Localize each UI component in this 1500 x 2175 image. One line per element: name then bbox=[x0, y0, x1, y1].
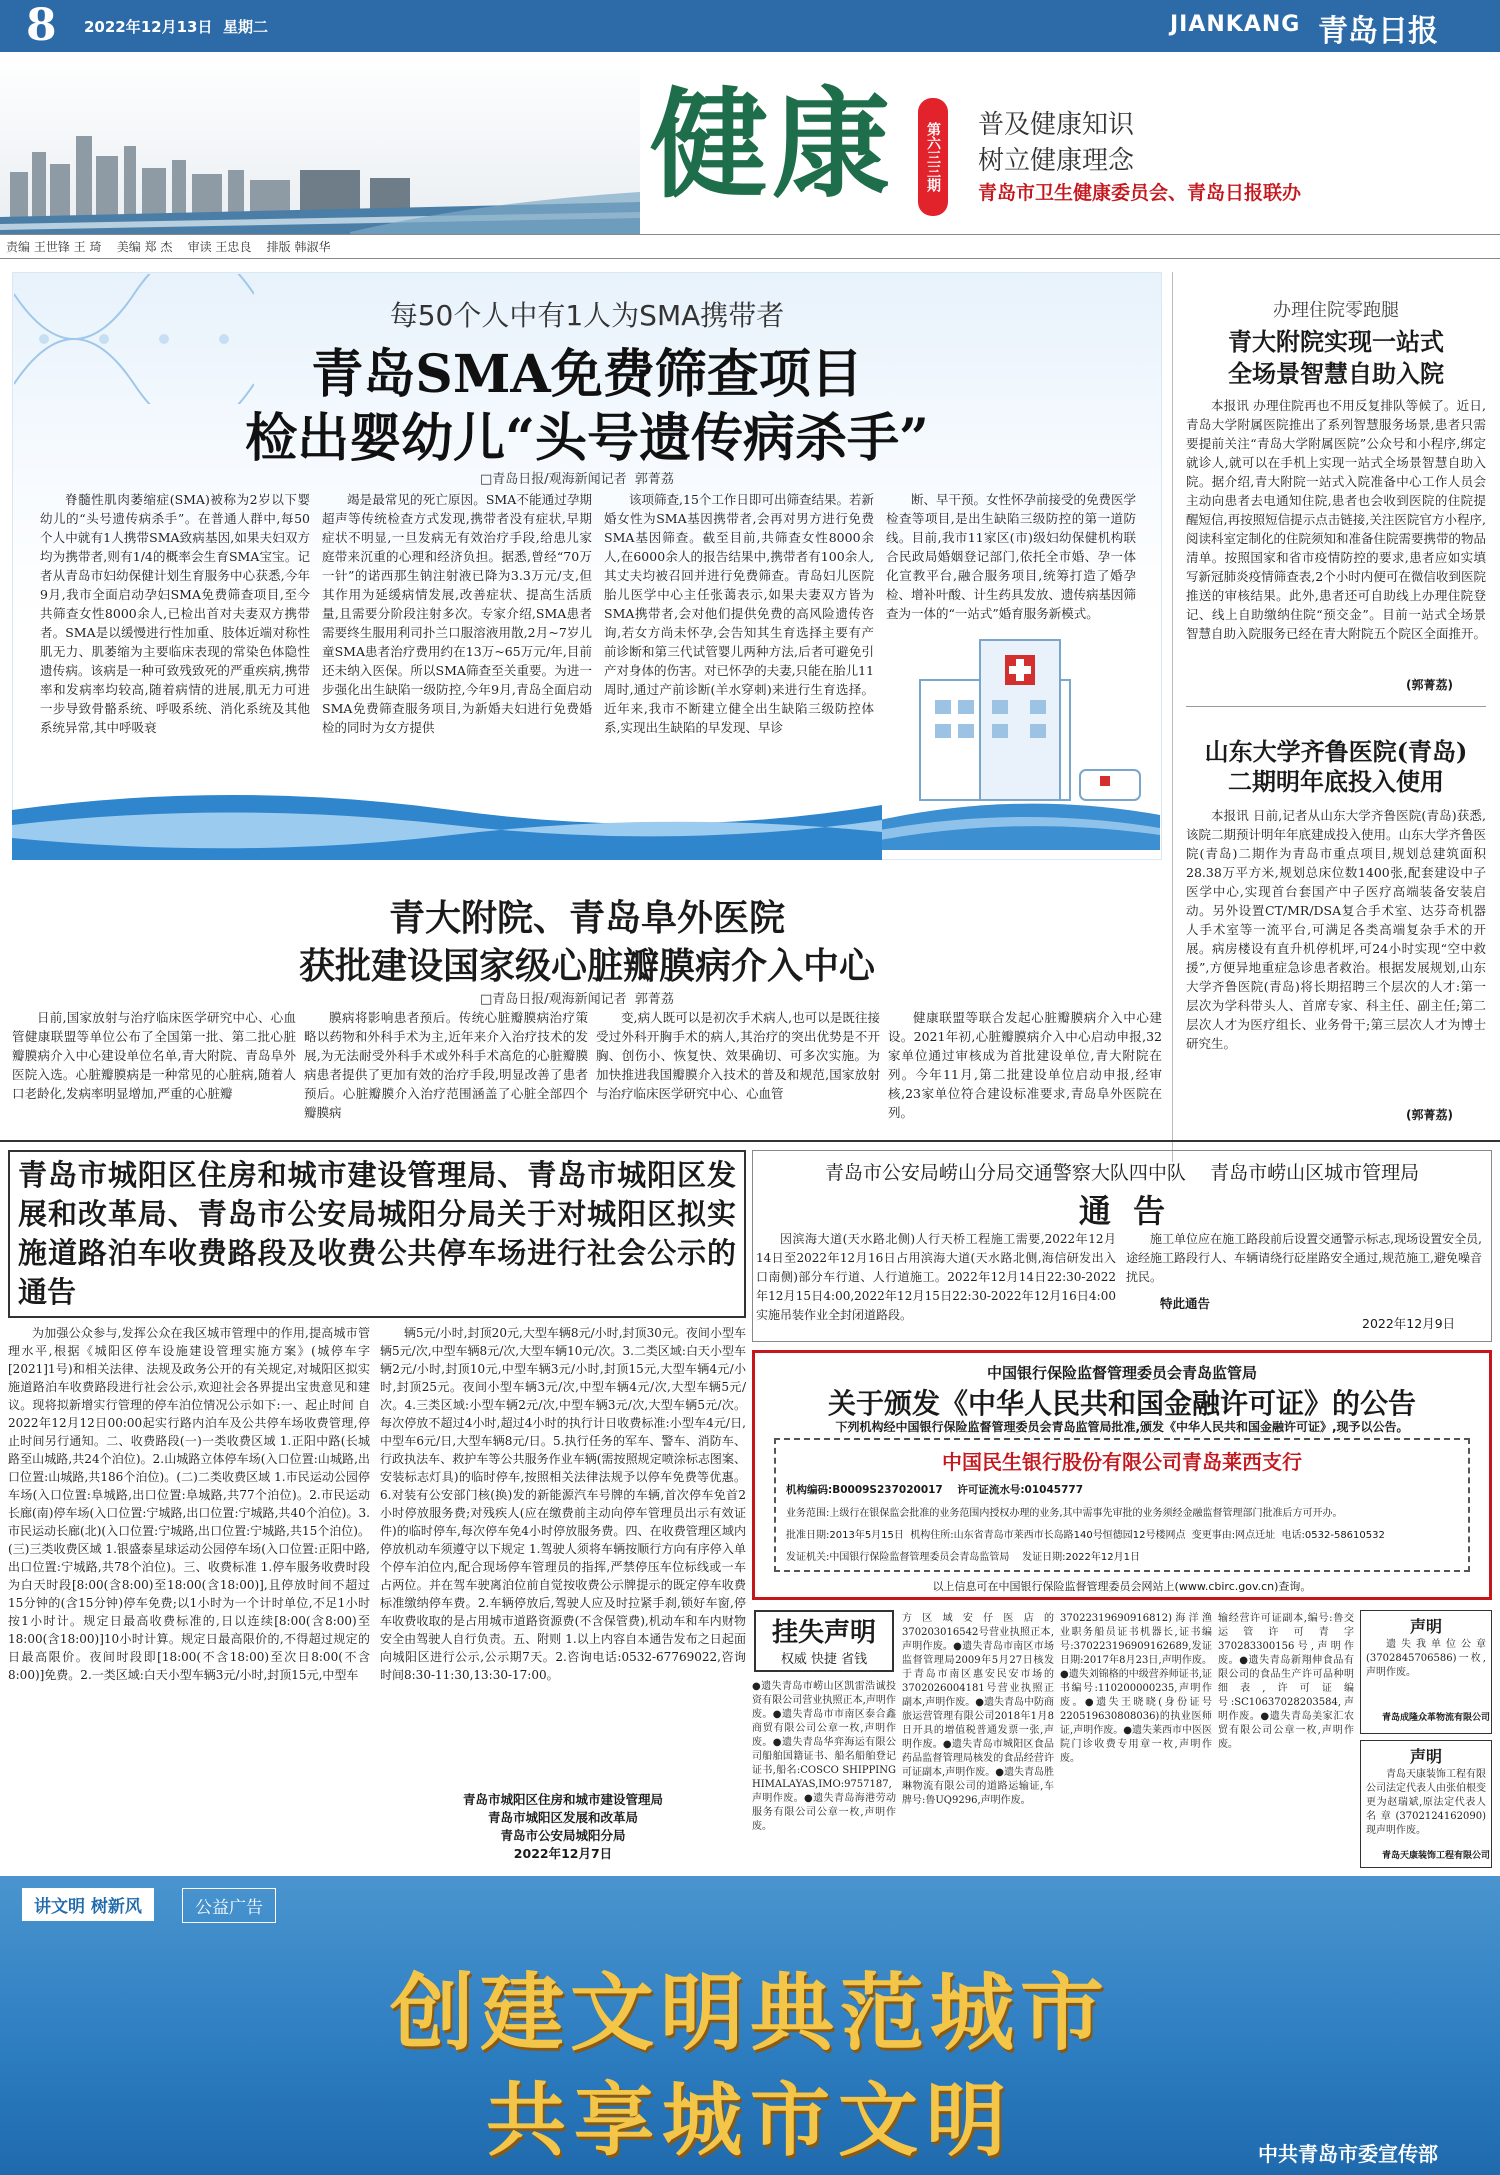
page-number: 8 bbox=[26, 0, 57, 51]
ads-rule bbox=[0, 1140, 1500, 1142]
notice2-issuer: 青岛市公安局崂山分局交通警察大队四中队 青岛市崂山区城市管理局 bbox=[824, 1162, 1420, 1184]
lost-column-2: 方区域安仔医店的370203016542号营业执照正本,声明作废。●遗失青岛市南区市场监督管理局2009年5月27日核发于青岛市南区惠安民安市场的3702026004181号营业执照正副本,声明作废。●遗失青岛中防商旅运营管理有限公司2018年1月8日开具的增值税普通发票一张,声明作废。●遗失青岛市城阳区食品药品监督管理局核发的食品经营许可证副本,声明作废。●遗失青岛胜琳物流有限公司的道路运输证,车牌号:鲁UQ9296,声明作废。 bbox=[902, 1613, 1054, 1806]
notice2-column-1: 因滨海大道(天水路北侧)人行天桥工程施工需要,2022年12月14日至2022年12月16日占用滨海大道(天水路北侧,海信研发出入口南侧)部分车行道、人行道施工。2022年12月14日22:30-2022年12月15日4:00,2022年12月15日22:30-2022年12月16日4:00实施吊装作业全封闭道路段。 bbox=[756, 1232, 1116, 1322]
notice1-signatory-3: 青岛市公安局城阳分局 bbox=[500, 1828, 626, 1843]
credits-rule-bottom bbox=[0, 258, 1500, 259]
finance-footer: 以上信息可在中国银行保险监督管理委员会网站上(www.cbirc.gov.cn)查询。 bbox=[932, 1580, 1312, 1593]
notice1-signatory-1: 青岛市城阳区住房和城市建设管理局 bbox=[462, 1792, 663, 1807]
heart-headline-2: 获批建设国家级心脏瓣膜病介入中心 bbox=[298, 945, 875, 987]
declaration-1-title: 声明 bbox=[1409, 1617, 1442, 1636]
ad-tag-1: 讲文明 树新风 bbox=[22, 1888, 154, 1921]
lost-notice-subtitle: 权威 快捷 省钱 bbox=[780, 1652, 868, 1667]
notice2-date: 2022年12月9日 bbox=[1362, 1316, 1456, 1331]
side2-headline-1: 山东大学齐鲁医院(青岛) bbox=[1204, 737, 1468, 766]
slogan-line-1: 普及健康知识 bbox=[978, 110, 1135, 140]
declaration-1-text: 遗失我单位公章(3702845706586)一枚,声明作废。 bbox=[1366, 1639, 1486, 1678]
sma-column-2: 竭是最常见的死亡原因。SMA不能通过孕期超声等传统检查方式发现,携带者没有症状,早期症状不明显,一旦发病无有效治疗手段,给患儿家庭带来沉重的心理和经济负担。据悉,曾经“70万一针”的诺西那生钠注射液已降为3.3万元/支,但其作用为延缓病情发展,改善症状、提高生活质量,且需要分阶段注射多次。专家介绍,SMA患者需要终生服用利司扑兰口服溶液用散,2月~7岁儿童SMA患者治疗费用约在13万~65万元/年,目前还未纳入医保。所以SMA筛查至关重要。为进一步强化出生缺陷一级防控,今年9月,青岛全面启动SMA免费筛查服务项目,为新婚夫妇进行免费婚检的同时为女方提供 bbox=[322, 492, 592, 735]
credits-rule-top bbox=[0, 234, 1500, 235]
editor-credits: 责编 王世锋 王 琦 美编 郑 杰 审读 王忠良 排版 韩淑华 bbox=[6, 240, 331, 254]
side2-signature: (郭菁荔) bbox=[1406, 1108, 1453, 1122]
sma-column-3: 该项筛查,15个工作日即可出筛查结果。若新婚女性为SMA基因携带者,会再对男方进行免费SMA基因筛查。截至目前,共筛查女性8000余人,在6000余人的报告结果中,携带者有100余人,其丈夫均被召回并进行免费筛查。青岛妇儿医院胎儿医学中心主任张蔼表示,如果夫妻双方皆为SMA携带者,会对他们提供免费的高风险遗传咨询,若女方尚未怀孕,会告知其生育选择主要有产前诊断和第三代试管婴儿两种方法,后者可避免引产对身体的伤害。对已怀孕的夫妻,只能在胎儿11周时,通过产前诊断(羊水穿刺)来进行生育选择。近年来,我市不断建立健全出生缺陷三级防控体系,实现出生缺陷的早发现、早诊 bbox=[604, 492, 874, 735]
finance-issuer: 中国银行保险监督管理委员会青岛监管局 bbox=[986, 1364, 1257, 1382]
section-name-en: JIANKANG bbox=[1170, 12, 1301, 37]
issue-number-badge: 第六三三期 bbox=[918, 98, 948, 216]
finance-title: 关于颁发《中华人民共和国金融许可证》的公告 bbox=[827, 1387, 1416, 1420]
finance-line-4: 发证机关:中国银行保险监督管理委员会青岛监管局 发证日期:2022年12月1日 bbox=[786, 1552, 1140, 1563]
notice2-closing: 特此通告 bbox=[1160, 1296, 1211, 1311]
declaration-1-sign: 青岛成隆众革物流有限公司 bbox=[1381, 1713, 1490, 1723]
finance-intro: 下列机构经中国银行保险监督管理委员会青岛监管局批准,颁发《中华人民共和国金融许可证》,现予以公告。 bbox=[835, 1420, 1409, 1434]
heart-column-2: 膜病将影响患者预后。传统心脏瓣膜病治疗策略以药物和外科手术为主,近年来介入治疗技术的发展,为无法耐受外科手术或外科手术高危的心脏瓣膜病患者提供了更加有效的治疗手段,明显改善了患者预后。心脏瓣膜介入治疗范围涵盖了心脏全部四个瓣膜病 bbox=[304, 1010, 588, 1120]
notice2-column-2: 施工单位应在施工路段前后设置交通警示标志,现场设置安全员,途经施工路段行人、车辆请绕行砭崖路安全通过,规范施工,避免噪音扰民。 bbox=[1126, 1232, 1482, 1284]
lost-column-4: 输经营许可证副本,编号:鲁交运管许可青字370283300156号,声明作废。●遗失青岛新翔伸食品有限公司的食品生产许可品种明细表,许可证编号:SC10637028203584,声明作废。●遗失青岛美家汇农贸有限公司公章一枚,声明作废。 bbox=[1218, 1613, 1354, 1750]
side1-kicker: 办理住院零跑腿 bbox=[1273, 300, 1399, 321]
notice1-column-2: 辆5元/小时,封顶20元,大型车辆8元/小时,封顶30元。夜间小型车辆5元/次,中型车辆8元/次,大型车辆10元/次。3.二类区域:白天小型车辆2元/小时,封顶10元,中型车辆3元/小时,封顶15元,大型车辆4元/小时,封顶25元。夜间小型车辆3元/次,中型车辆4元/次,大型车辆5元/次。4.三类区域:小型车辆2元/次,中型车辆3元/次,大型车辆5元/次。每次停放不超过4小时,超过4小时的执行计日收费标准:小型车4元/日,中型车6元/日,大型车辆8元/日。5.执行任务的军车、警车、消防车、行政执法车、救护车等公共服务作业车辆(需按照规定喷涂标志图案、安装标志灯具)的临时停车,按照相关法律法规予以停车免费等优惠。6.对装有公安部门核(换)发的新能源汽车号牌的车辆,首次停车免首2小时停放服务费;对残疾人(应在缴费前主动向停车管理员出示有效证件)的临时停车,每次停车免4小时停放服务费。四、在收费管理区域内停放机动车须遵守以下规定 1.驾驶人须将车辆按顺行方向有序停入单个停车泊位内,配合现场停车管理员的指挥,严禁停压车位标线或一车占两位。并在驾车驶离泊位前自觉按收费公示牌提示的既定停车收费标准缴纳停车费。2.车辆停放后,驾驶人应及时拉紧手刹,锁好车窗,停车收费收取的是占用城市道路资源费(不含保管费),机动车和车内财物安全由驾驶人自行负责。五、附则 1.以上内容自本通告发布之日起面向城阳区进行公示,公示期7天。2.咨询电话:0532-67769022,咨询时间8:30-11:30,13:30-17:00。 bbox=[380, 1326, 746, 1682]
lost-column-1: ●遗失青岛市崂山区凯雷浩诚投资有限公司营业执照正本,声明作废。●遗失青岛市市南区泰合鑫商贸有限公司公章一枚,声明作废。●遗失青岛华弈海运有限公司船舶国籍证书、船名船舶登记证书,船名:COSCO SHIPPING HIMALAYAS,IMO:9757187,声明作废。●遗失青岛海港劳动服务有限公司公章一枚,声明作废。 bbox=[752, 1681, 896, 1832]
ad-slogan-1: 创建文明典范城市 bbox=[389, 1963, 1110, 2062]
sidebar-rule bbox=[1186, 706, 1486, 707]
sidebar-divider bbox=[1172, 272, 1173, 1162]
hospital-illustration bbox=[880, 620, 1160, 850]
lost-notice-title: 挂失声明 bbox=[771, 1618, 876, 1648]
ad-slogan-2: 共享城市文明 bbox=[486, 2073, 1014, 2167]
ad-tag-2: 公益广告 bbox=[182, 1888, 276, 1923]
slogan-line-2: 树立健康理念 bbox=[978, 146, 1135, 176]
heart-headline-1: 青大附院、青岛阜外医院 bbox=[388, 897, 785, 939]
ad-sponsor: 中共青岛市委宣传部 bbox=[1258, 2142, 1438, 2166]
wave-decoration bbox=[12, 780, 882, 860]
finance-line-3: 批准日期:2013年5月15日 机构住所:山东省青岛市莱西市长岛路140号恒德园12号楼网点 变更事由:网点迁址 电话:0532-58610532 bbox=[786, 1530, 1385, 1541]
heart-column-4: 健康联盟等联合发起心脏瓣膜病介入中心建设。2021年初,心脏瓣膜病介入中心启动申报,32家单位通过审核成为首批建设单位,青大附院在列。今年11月,第二批建设单位启动申报,经审核,23家单位符合建设标准要求,青岛阜外医院在列。 bbox=[888, 1010, 1162, 1120]
notice2-title: 通 告 bbox=[1078, 1192, 1166, 1230]
sma-headline-2: 检出婴幼儿“头号遗传病杀手” bbox=[245, 408, 929, 469]
side1-body: 本报讯 办理住院再也不用反复排队等候了。近日,青岛大学附属医院推出了系列智慧服务场景,患者只需要提前关注“青岛大学附属医院”公众号和小程序,绑定就诊人,就可以在手机上实现一站式全场景智慧自助入院。据介绍,青大附院一站式入院准备中心工作人员会主动向患者去电通知住院,患者也会收到医院的住院提醒短信,再按照短信提示点击链接,关注医院官方小程序,阅读科室定制化的住院须知和准备住院需要携带的物品清单。按照国家和省市疫情防控的要求,患者应如实填写新冠肺炎疫情筛查表,2个小时内便可在微信收到医院推送的审核结果。此外,患者还可自助线上办理住院登记、线上自助缴纳住院“预交金”。目前一站式全场景智慧自助入院服务已经在青大附院五个院区全面推开。 bbox=[1186, 398, 1486, 641]
finance-bank-name: 中国民生银行股份有限公司青岛莱西支行 bbox=[942, 1450, 1302, 1474]
masthead-title: 健康 bbox=[650, 75, 895, 214]
sma-column-1: 脊髓性肌肉萎缩症(SMA)被称为2岁以下婴幼儿的“头号遗传病杀手”。在普通人群中,每50个人中就有1人携带SMA致病基因,如果夫妇双方均为携带者,则有1/4的概率会生育SMA宝宝。记者从青岛市妇幼保健计划生育服务中心获悉,今年9月,我市全面启动孕妇SMA免费筛查项目,至今共筛查女性8000余人,已检出首对夫妻双方携带者。SMA是以缓慢进行性加重、肢体近端对称性肌无力、肌萎缩为主要临床表现的常染色体隐性遗传病。该病是一种可致残致死的严重疾病,携带率和发病率均较高,随着病情的进展,肌无力可进一步导致骨骼系统、呼吸系统、消化系统及其他系统异常,其中呼吸衰 bbox=[40, 492, 310, 735]
finance-line-2: 业务范围:上级行在银保监会批准的业务范围内授权办理的业务,其中需事先审批的业务须经金融监督管理部门批准后方可开办。 bbox=[786, 1508, 1343, 1519]
declaration-2-title: 声明 bbox=[1409, 1747, 1442, 1766]
heart-byline: □青岛日报/观海新闻记者 郭菁荔 bbox=[480, 992, 674, 1007]
side2-body: 本报讯 日前,记者从山东大学齐鲁医院(青岛)获悉,该院二期预计明年年底建成投入使用。山东大学齐鲁医院(青岛)二期作为青岛市重点项目,规划总建筑面积28.38万平方米,规划总床位数1400张,配套建设中子医学中心,实现首台套国产中子医疗高端装备安装启动。另外设置CT/MR/DSA复合手术室、达芬奇机器人手术室等一流平台,可满足各类高端复杂手术的开展。病房楼设有直升机停机坪,可24小时实现“空中救援”,方便异地重症急诊患者救治。根据发展规划,山东大学齐鲁医院(青岛)将长期招聘三个层次的人才:第一层次为学科带头人、首席专家、科主任、副主任;第二层次人才为医疗组长、业务骨干;第三层次人才为博士研究生。 bbox=[1186, 808, 1486, 1051]
heart-column-1: 日前,国家放射与治疗临床医学研究中心、心血管健康联盟等单位公布了全国第一批、第二批心脏瓣膜病介入中心建设单位名单,青大附院、青岛阜外医院入选。心脏瓣膜病是一种常见的心脏病,随着人口老龄化,发病率明显增加,严重的心脏瓣 bbox=[12, 1010, 296, 1101]
side1-headline-1: 青大附院实现一站式 bbox=[1228, 327, 1444, 356]
notice1-signatory-2: 青岛市城阳区发展和改革局 bbox=[487, 1810, 638, 1825]
side1-signature: (郭菁荔) bbox=[1406, 678, 1453, 692]
paper-name: 青岛日报 bbox=[1318, 14, 1438, 49]
co-sponsor: 青岛市卫生健康委员会、青岛日报联办 bbox=[978, 182, 1302, 204]
city-skyline-illustration bbox=[0, 52, 640, 234]
heart-column-3: 变,病人既可以是初次手术病人,也可以是既往接受过外科开胸手术的病人,其治疗的突出优势是不开胸、创伤小、恢复快、效果确切、可多次实施。为加快推进我国瓣膜介入技术的普及和规范,国家放射与治疗临床医学研究中心、心血管 bbox=[596, 1010, 880, 1101]
notice1-date: 2022年12月7日 bbox=[513, 1846, 613, 1861]
side2-headline-2: 二期明年底投入使用 bbox=[1228, 767, 1444, 796]
notice1-title: 青岛市城阳区住房和城市建设管理局、青岛市城阳区发展和改革局、青岛市公安局城阳分局关于对城阳区拟实施道路泊车收费路段及收费公共停车场进行社会公示的通告 bbox=[18, 1158, 736, 1309]
declaration-2-sign: 青岛天康装饰工程有限公司 bbox=[1381, 1851, 1490, 1861]
sma-column-4: 断、早干预。女性怀孕前接受的免费医学检查等项目,是出生缺陷三级防控的第一道防线。目前,我市11家区(市)级妇幼保健机构联合民政局婚姻登记部门,依托全市婚、孕一体化宣教平台,融合服务项目,统筹打造了婚孕检、增补叶酸、计生药具发放、遗传病基因筛查为一体的“一站式”婚育服务新模式。 bbox=[886, 492, 1136, 621]
sma-kicker: 每50个人中有1人为SMA携带者 bbox=[389, 299, 785, 332]
sma-headline-1: 青岛SMA免费筛查项目 bbox=[311, 344, 863, 405]
finance-line-1: 机构编码:B0009S237020017 许可证流水号:01045777 bbox=[786, 1484, 1084, 1496]
sma-byline: □青岛日报/观海新闻记者 郭菁荔 bbox=[480, 472, 674, 487]
lost-column-3: 37022319690916812)海洋渔业职务船员证书机器长,证书编号:370223196909162689,发证日期:2017年8月23日,声明作废。●遗失刘锦格的中级营养师证书,证书编号:110200000235,声明作废。●遗失王晓晓(身份证号220519630808036)的执业医师证,声明作废。●遗失莱西市中医医院门诊收费专用章一枚,声明作废。 bbox=[1060, 1613, 1212, 1764]
issue-date: 2022年12月13日 星期二 bbox=[84, 18, 268, 36]
side1-headline-2: 全场景智慧自助入院 bbox=[1228, 359, 1444, 388]
notice1-column-1: 为加强公众参与,发挥公众在我区城市管理中的作用,提高城市管理水平,根据《城阳区停车设施建设管理实施方案》(城停车字[2021]1号)和相关法律、法规及政务公开的有关规定,对城阳区拟实施道路泊车收费路段进行社会公示,欢迎社会各界提出宝贵意见和建议。现将拟新增实行管理的停车泊位情况公示如下:一、起止时间 自2022年12月12日00:00起实行路内泊车及公共停车场收费管理,停止时间另行通知。二、收费路段(一)一类收费区域 1.正阳中路(长城路至山城路,共24个泊位)。2.山城路立体停车场(入口位置:山城路,出口位置:山城路,共186个泊位)。(二)二类收费区域 1.市民运动公园停车场(入口位置:阜城路,出口位置:阜城路,共77个泊位)。2.市民运动长廊(南)停车场(入口位置:宁城路,出口位置:宁城路,共40个泊位)。3.市民运动长廊(北)(入口位置:宁城路,出口位置:宁城路,共15个泊位)。(三)三类收费区域 1.银盛泰星球运动公园停车场(入口位置:正阳中路,出口位置:宁城路,共78个泊位)。三、收费标准 1.停车服务收费时段为白天时段[8:00(含8:00)至18:00(含18:00)],且停放时间不超过15分钟的(含15分钟)停车免费;以1小时为一个计时单位,不足1小时按1小时计。规定日最高收费标准的,日以连续[8:00(含8:00)至18:00(含18:00)]10小时计算。规定日最高限价的,不得超过规定的日最高限价。夜间时段即[18:00(不含18:00)至次日8:00(不含8:00)]免费。2.一类区域:白天小型车辆3元/小时,封顶15元,中型车 bbox=[8, 1326, 370, 1682]
declaration-2-text: 青岛天康装饰工程有限公司法定代表人由张伯根变更为赵瑞斌,原法定代表人名章(3702124162090)现声明作废。 bbox=[1366, 1769, 1486, 1836]
